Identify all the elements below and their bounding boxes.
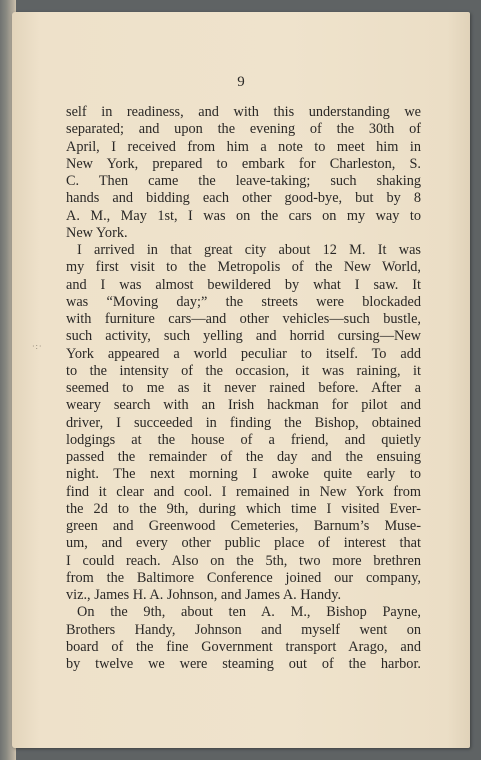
- text-line: weary search with an Irish hackman for pilot and: [66, 397, 421, 414]
- text-line: um, and every other public place of interest that: [66, 535, 421, 552]
- text-line: York appeared a world peculiar to itself. To add: [66, 345, 421, 362]
- text-line: with furniture cars—and other vehicles—such bustle,: [66, 311, 421, 327]
- text-line: C. Then came the leave-taking; such shaking: [66, 173, 421, 189]
- text-line: seemed to me as it never rained before. After a: [66, 380, 421, 396]
- text-line: to the intensity of the occasion, it was raining, it: [66, 362, 421, 379]
- text-line: A. M., May 1st, I was on the cars on my way to: [66, 207, 421, 224]
- text-line: Brothers Handy, Johnson and myself went on: [66, 621, 421, 638]
- page-number: 9: [237, 74, 245, 90]
- text-line: separated; and upon the evening of the 30th of: [66, 121, 421, 138]
- text-line: On the 9th, about ten A. M., Bishop Payne,: [77, 604, 421, 621]
- text-line: I arrived in that great city about 12 M. It was: [77, 242, 421, 258]
- text-line: was “Moving day;” the streets were blockaded: [66, 293, 421, 310]
- text-line: my first visit to the Metropolis of the New World,: [66, 259, 421, 276]
- text-line: viz., James H. A. Johnson, and James A. Handy.: [66, 587, 342, 603]
- body-text: [66, 104, 421, 673]
- text-line: April, I received from him a note to meet him in: [66, 138, 421, 155]
- text-line: passed the remainder of the day and the ensuing: [66, 449, 421, 465]
- book-page: [12, 12, 470, 748]
- text-line: the 2d to the 9th, during which time I visited Ever-: [66, 500, 421, 517]
- text-line: such activity, such yelling and horrid cursing—New: [66, 328, 421, 345]
- text-line: New York.: [66, 224, 128, 241]
- text-line: I could reach. Also on the 5th, two more brethren: [66, 552, 421, 569]
- text-line: New York, prepared to embark for Charleston, S.: [66, 155, 421, 172]
- text-line: night. The next morning I awoke quite early to: [66, 466, 421, 483]
- text-line: find it clear and cool. I remained in New York from: [66, 483, 421, 500]
- text-line: hands and bidding each other good-bye, but by 8: [66, 190, 421, 207]
- text-line: self in readiness, and with this understanding we: [66, 104, 421, 120]
- text-line: from the Baltimore Conference joined our company,: [66, 569, 421, 586]
- text-line: driver, I succeeded in finding the Bishop, obtained: [66, 414, 421, 431]
- text-line: board of the fine Government transport Arago, and: [66, 638, 421, 655]
- text-line: by twelve we were steaming out of the harbor.: [66, 656, 421, 672]
- text-line: lodgings at the house of a friend, and quietly: [66, 431, 421, 448]
- text-line: and I was almost bewildered by what I saw. It: [66, 276, 421, 293]
- text-line: green and Greenwood Cemeteries, Barnum’s Muse-: [66, 518, 421, 534]
- margin-mark: ·:·: [32, 342, 43, 351]
